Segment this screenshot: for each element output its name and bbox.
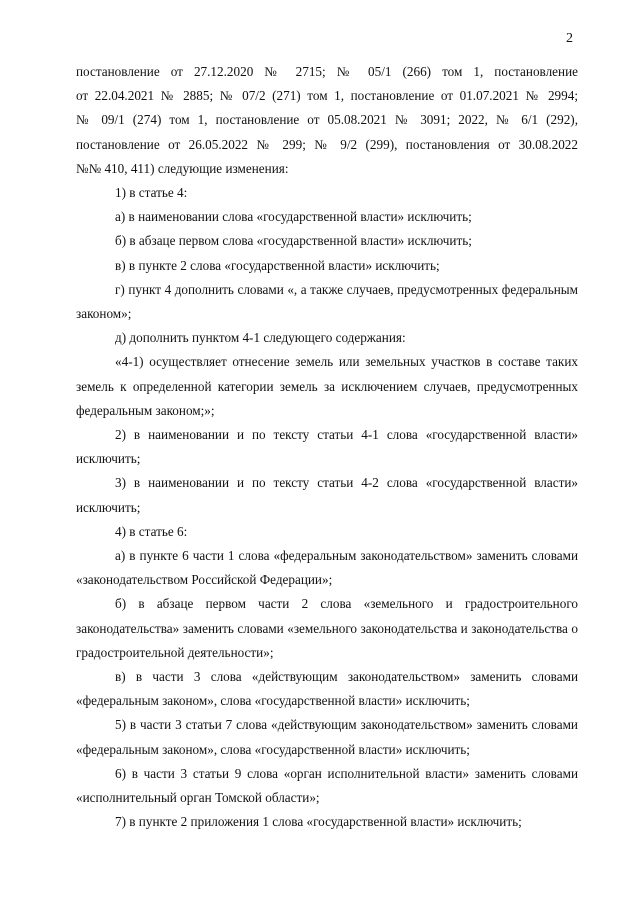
intro-line: №№ 410, 411) следующие изменения:	[76, 160, 289, 176]
quoted-amendment: «4-1) осуществляет отнесение земель или земельных участков в составе таких земель к определенной категории земель за исключением случаев, предусмотренных федеральным законом;»;	[76, 354, 578, 418]
list-item: 5) в части 3 статьи 7 слова «действующим законодательством» заменить словами «федеральным законом», слова «государственной власти» исключить;	[76, 717, 578, 757]
intro-line: постановление от 27.12.2020 № 2715; № 05/1 (266) том 1, постановление	[76, 64, 578, 79]
intro-line: от 22.04.2021 № 2885; № 07/2 (271) том 1, постановление от 01.07.2021 № 2994;	[76, 88, 578, 104]
list-item: б) в абзаце первом части 2 слова «земельного и градостроительного законодательства» заменить словами «земельного законодательства и законодательства о градостроительной деятельности»;	[76, 596, 578, 660]
document-body	[76, 60, 578, 835]
list-item: 1) в статье 4:	[115, 185, 188, 201]
list-item: а) в пункте 6 части 1 слова «федеральным законодательством» заменить словами «законодательством Российской Федерации»;	[76, 548, 578, 588]
list-item: б) в абзаце первом слова «государственной власти» исключить;	[115, 233, 472, 249]
intro-line: постановление от 26.05.2022 № 299; № 9/2 (299), постановления от 30.08.2022	[76, 136, 578, 152]
list-item: в) в части 3 слова «действующим законодательством» заменить словами «федеральным законом», слова «государственной власти» исключить;	[76, 669, 578, 709]
list-item: в) в пункте 2 слова «государственной власти» исключить;	[115, 257, 440, 273]
list-item: д) дополнить пунктом 4-1 следующего содержания:	[115, 330, 406, 346]
list-item: г) пункт 4 дополнить словами «, а также случаев, предусмотренных федеральным законом»;	[76, 281, 578, 322]
list-item: а) в наименовании слова «государственной власти» исключить;	[115, 209, 472, 225]
page-number: 2	[566, 31, 573, 46]
list-item: 3) в наименовании и по тексту статьи 4-2 слова «государственной власти» исключить;	[76, 475, 578, 515]
list-item: 7) в пункте 2 приложения 1 слова «государственной власти» исключить;	[115, 814, 522, 830]
list-item: 4) в статье 6:	[115, 523, 188, 539]
list-item: 6) в части 3 статьи 9 слова «орган исполнительной власти» заменить словами «исполнительный орган Томской области»;	[76, 765, 578, 806]
intro-paragraph	[76, 60, 578, 181]
list-item: 2) в наименовании и по тексту статьи 4-1 слова «государственной власти» исключить;	[76, 427, 578, 467]
intro-line: № 09/1 (274) том 1, постановление от 05.08.2021 № 3091; 2022, № 6/1 (292),	[76, 112, 578, 128]
